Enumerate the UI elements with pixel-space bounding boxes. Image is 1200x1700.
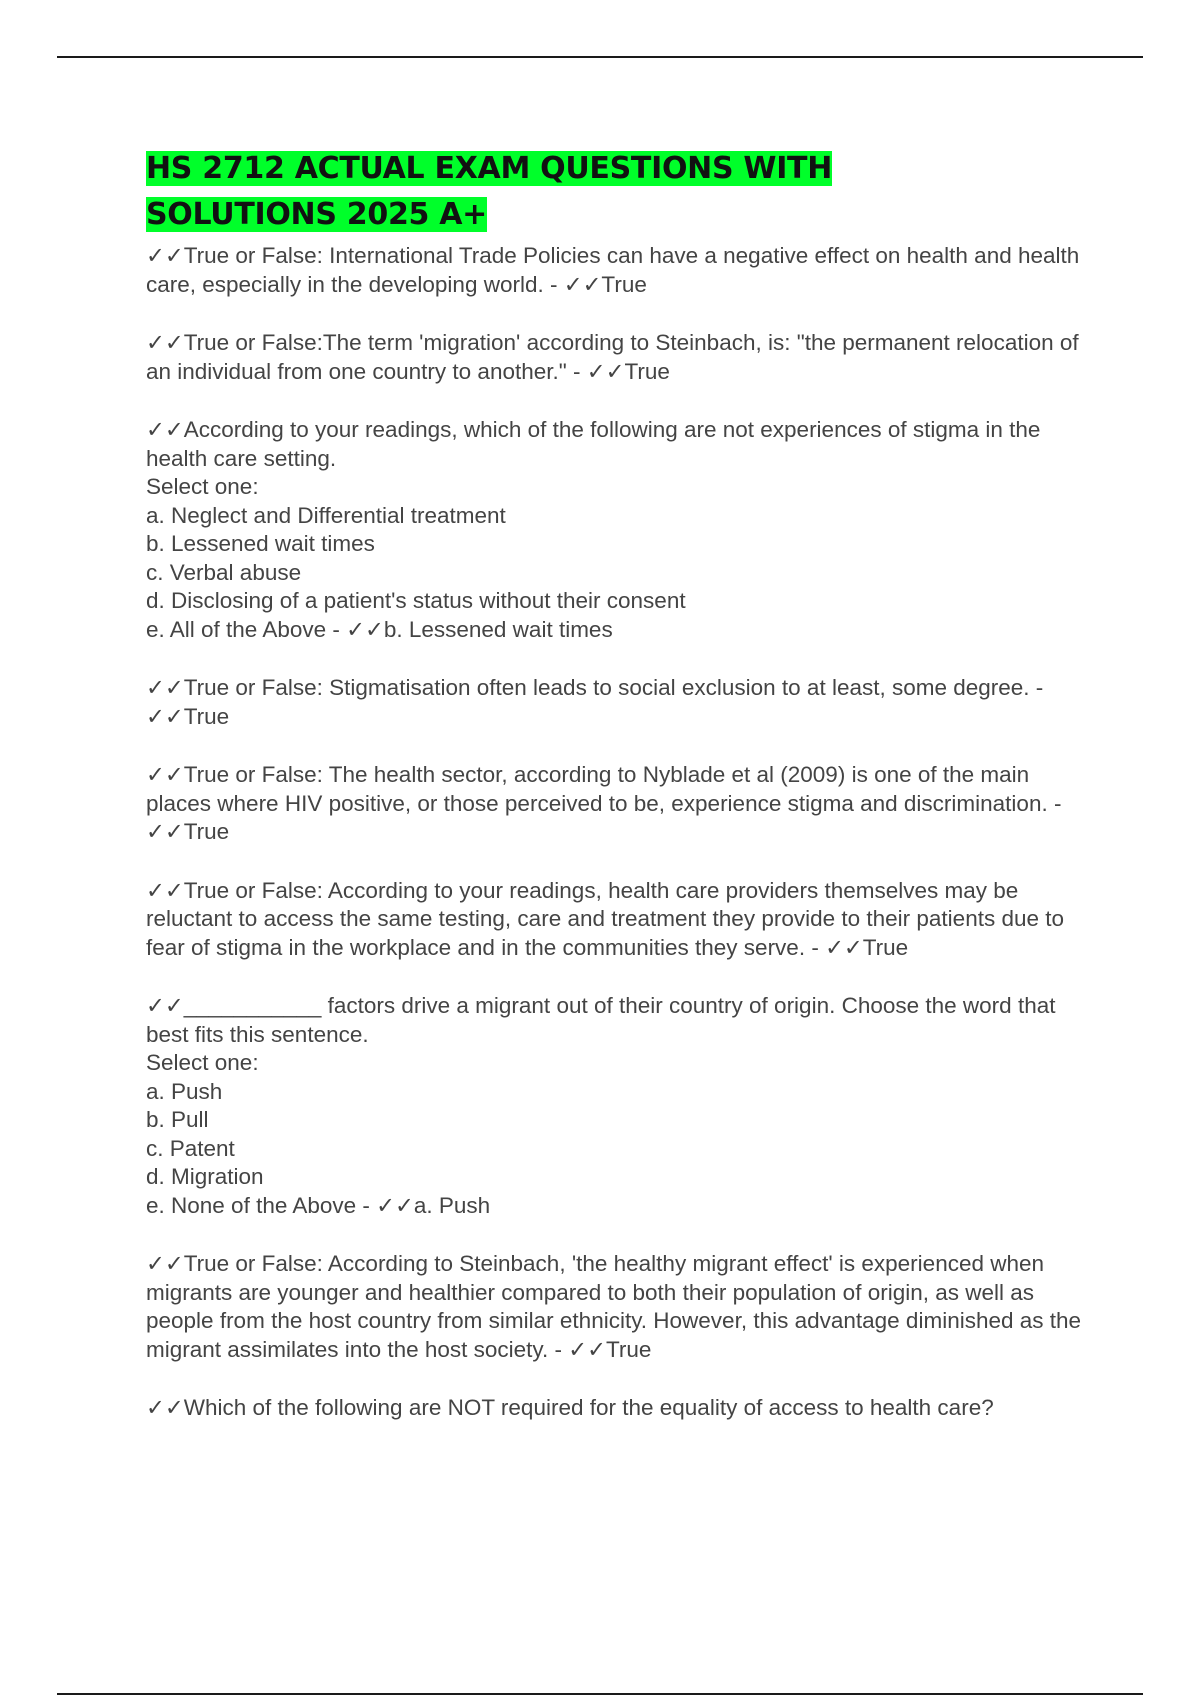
qa-text: ✓✓True or False: According to your readings, health care providers themselves may be reluctant to access the same testing, care and treatment they provide to their patients due to fear of stigma in the workplace and in the communities they serve. - ✓✓True: [146, 877, 1065, 960]
qa-question: ✓✓According to your readings, which of the following are not experiences of stigma in the health care setting.: [146, 417, 1041, 471]
qa-text: ✓✓True or False: Stigmatisation often leads to social exclusion to at least, some degree. - ✓✓True: [146, 675, 1044, 729]
qa-text: ✓✓True or False:The term 'migration' according to Steinbach, is: "the permanent relocation of an individual from one country to another." - ✓✓True: [146, 330, 1079, 384]
qa-item-5: [146, 761, 1086, 847]
qa-option-a: a. Push: [146, 1078, 223, 1104]
qa-option-d: d. Migration: [146, 1164, 264, 1189]
qa-text: ✓✓Which of the following are NOT required for the equality of access to health care?: [146, 1395, 994, 1420]
qa-option-c: c. Verbal abuse: [146, 559, 302, 585]
qa-text: ✓✓True or False: The health sector, according to Nyblade et al (2009) is one of the main places where HIV positive, or those perceived to be, experience stigma and discrimination. - ✓✓True: [146, 762, 1062, 844]
qa-option-e-answer: e. All of the Above - ✓✓b. Lessened wait times: [146, 616, 613, 642]
top-rule: [57, 56, 1143, 58]
qa-text: ✓✓True or False: International Trade Policies can have a negative effect on health and health care, especially in the developing world. - ✓✓True: [146, 243, 1080, 297]
document-body: [146, 146, 1086, 1453]
qa-question: ✓✓___________ factors drive a migrant out of their country of origin. Choose the word that best fits this sentence.: [146, 993, 1056, 1047]
qa-item-6: [146, 877, 1086, 963]
qa-option-c: c. Patent: [146, 1135, 235, 1161]
qa-item-9: [146, 1394, 1086, 1423]
qa-select-prompt: Select one:: [146, 1050, 259, 1075]
title-block: [146, 146, 1026, 238]
qa-select-prompt: Select one:: [146, 474, 259, 499]
qa-option-d: d. Disclosing of a patient's status without their consent: [146, 588, 686, 613]
qa-text: ✓✓True or False: According to Steinbach, 'the healthy migrant effect' is experienced when migrants are younger and healthier compared to both their population of origin, as well as people from the host country from similar ethnicity. However, this advantage diminished as the migrant assimilates into the host society. - ✓✓True: [146, 1251, 1082, 1362]
qa-item-4: [146, 674, 1086, 731]
qa-option-b: b. Lessened wait times: [146, 531, 375, 556]
qa-item-7: [146, 992, 1086, 1220]
document-title: HS 2712 ACTUAL EXAM QUESTIONS WITH SOLUTIONS 2025 A+: [146, 151, 833, 232]
qa-item-2: [146, 329, 1086, 386]
qa-option-e-answer: e. None of the Above - ✓✓a. Push: [146, 1192, 491, 1218]
qa-option-b: b. Pull: [146, 1107, 209, 1132]
bottom-rule: [57, 1693, 1143, 1695]
qa-item-3: [146, 416, 1086, 644]
qa-option-a: a. Neglect and Differential treatment: [146, 502, 506, 528]
qa-item-8: [146, 1250, 1086, 1364]
qa-item-1: [146, 242, 1086, 299]
